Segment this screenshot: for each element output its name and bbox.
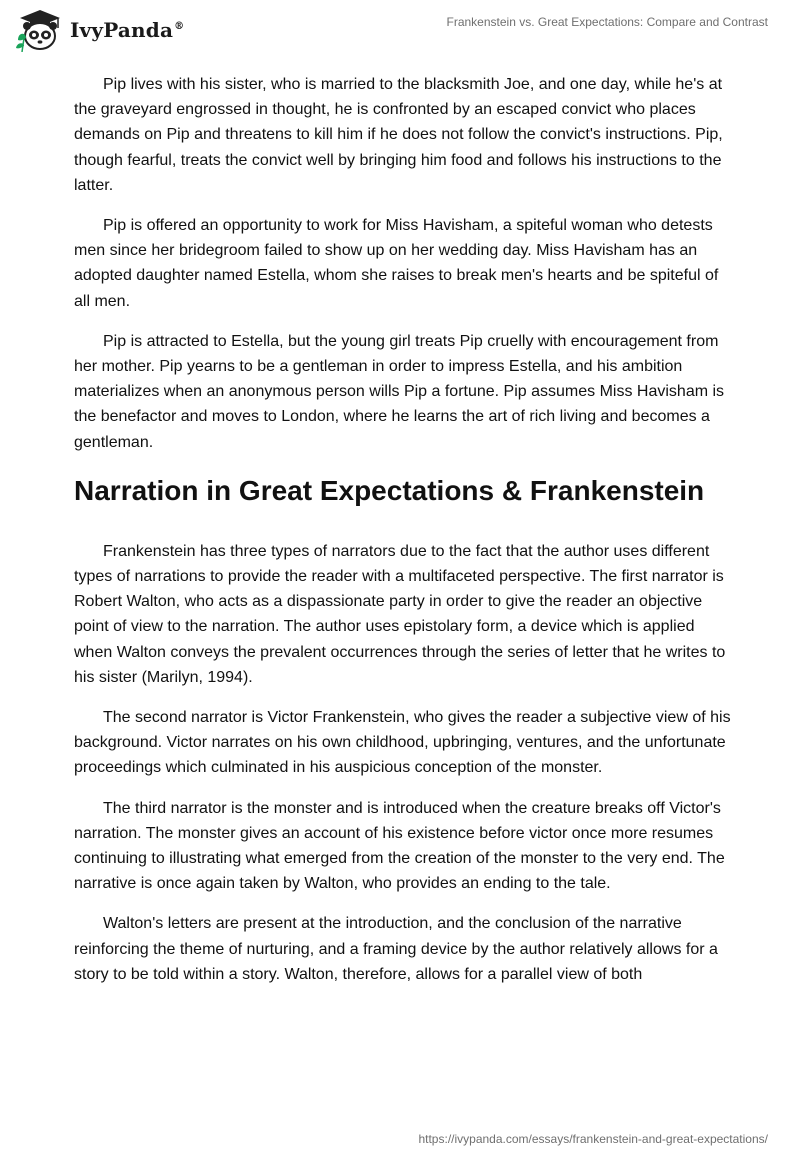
section-heading: Narration in Great Expectations & Frankenstein — [74, 474, 705, 506]
page-header — [0, 0, 800, 60]
essay-content — [74, 72, 734, 1002]
paragraph: Pip is offered an opportunity to work for Miss Havisham, a spiteful woman who detests men since her bridegroom failed to show up on her wedding day. Miss Havisham has an adopted daughter named Estella, whom she raises to break men's hearts and be spiteful of all men. — [74, 217, 719, 310]
ivypanda-logo[interactable] — [14, 8, 184, 52]
panda-graduate-icon — [14, 8, 66, 52]
source-url-link[interactable]: https://ivypanda.com/essays/frankenstein-and-great-expectations/ — [418, 1132, 768, 1146]
paragraph: The third narrator is the monster and is introduced when the creature breaks off Victor's narration. The monster gives an account of his existence before victor once more resumes continuing to illustrating what emerged from the creation of the monster to the very end. The narrative is once again taken by Walton, who provides an ending to the tale. — [74, 799, 725, 893]
paragraph: Walton's letters are present at the introduction, and the conclusion of the narrative reinforcing the theme of nurturing, and a framing device by the author relatively allows for a story to be told within a story. Walton, therefore, allows for a parallel view of both — [74, 915, 718, 983]
document-title: Frankenstein vs. Great Expectations: Compare and Contrast — [446, 15, 768, 29]
paragraph: Frankenstein has three types of narrators due to the fact that the author uses different types of narrations to provide the reader with a multifaceted perspective. The first narrator is Robert Walton, who acts as a dispassionate party in order to give the reader an objective point of view to the narration. The author uses epistolary form, a device which is applied when Walton conveys the prevalent occurrences through the series of letter that he writes to his sister (Marilyn, 1994). — [74, 542, 726, 686]
paragraph: The second narrator is Victor Frankenstein, who gives the reader a subjective view of his background. Victor narrates on his own childhood, upbringing, ventures, and the unfortunate proceedings which culminated in his auspicious conception of the monster. — [74, 709, 731, 777]
brand-name: IvyPanda® — [70, 18, 185, 42]
paragraph: Pip is attracted to Estella, but the young girl treats Pip cruelly with encouragement from her mother. Pip yearns to be a gentleman in order to impress Estella, and his ambition materializes when an anonymous person wills Pip a fortune. Pip assumes Miss Havisham is the benefactor and moves to London, where he learns the art of rich living and becomes a gentleman. — [74, 332, 725, 451]
paragraph: Pip lives with his sister, who is married to the blacksmith Joe, and one day, while he's at the graveyard engrossed in thought, he is confronted by an escaped convict who places demands on Pip and threatens to kill him if he does not follow the convict's instructions. Pip, though fearful, treats the convict well by bringing him food and follows his instructions to the latter. — [74, 76, 723, 194]
